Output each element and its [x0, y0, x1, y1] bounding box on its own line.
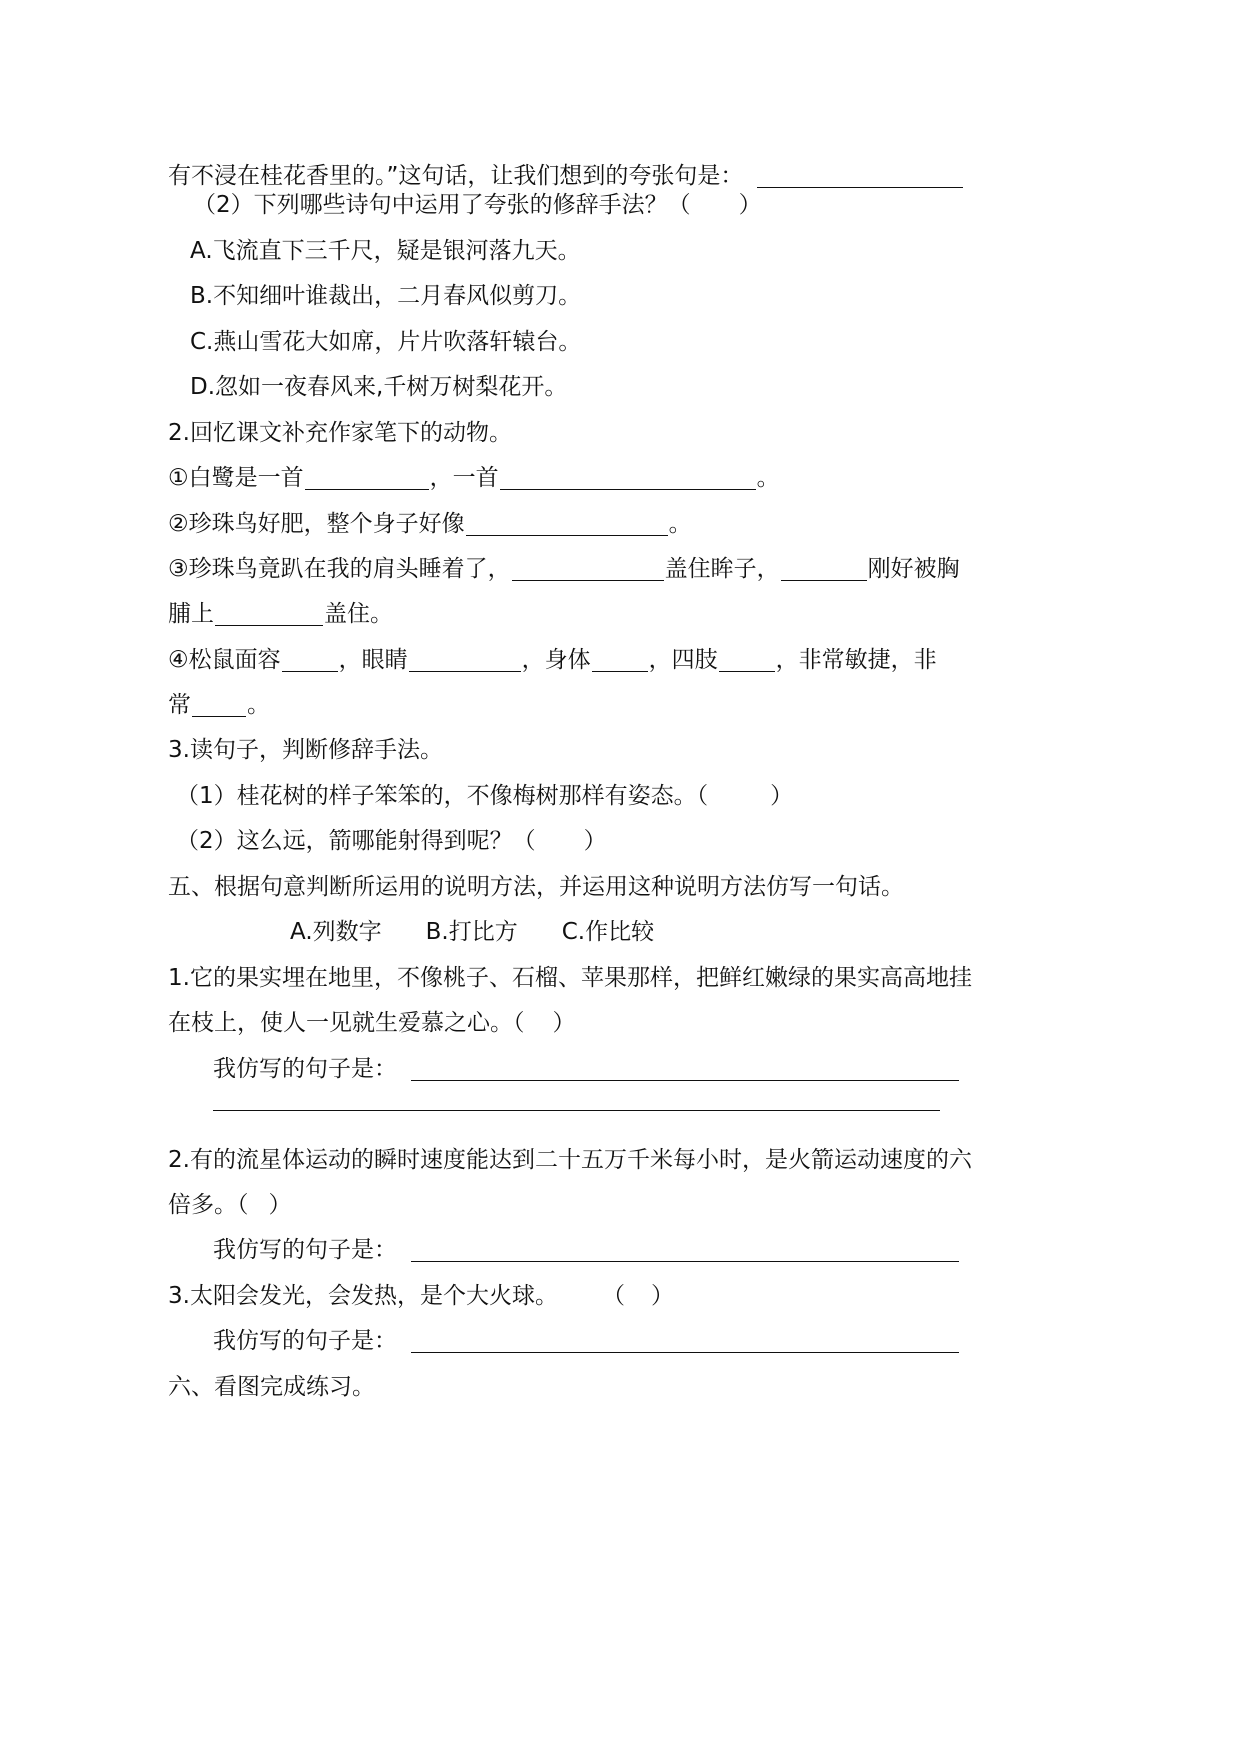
choice-b: B.打比方 [425, 919, 518, 945]
question-3-1: （1）桂花树的样子笨笨的，不像梅树那样有姿态。（ ） [176, 783, 794, 809]
sub-question-2: （2）下列哪些诗句中运用了夸张的修辞手法？（ ） [193, 192, 762, 218]
answer-blank[interactable] [592, 649, 648, 672]
choice-a: A.列数字 [290, 919, 382, 945]
option-d: D.忽如一夜春风来,千树万树梨花开。 [190, 374, 568, 400]
answer-blank[interactable] [192, 694, 246, 717]
answer-blank[interactable] [305, 467, 429, 490]
answer-blank[interactable] [512, 558, 664, 581]
s5-item-1-cont: 在枝上，使人一见就生爱慕之心。（ ） [168, 1010, 576, 1036]
answer-blank[interactable] [409, 649, 521, 672]
item-egret: ①白鹭是一首 ，一首 。 [168, 465, 780, 491]
answer-blank[interactable] [781, 558, 867, 581]
section-6-title: 六、看图完成练习。 [168, 1374, 375, 1400]
answer-line[interactable] [411, 1239, 959, 1262]
answer-blank[interactable] [757, 165, 963, 188]
answer-line[interactable] [213, 1110, 940, 1111]
s5-write-2: 我仿写的句子是： [213, 1233, 960, 1267]
s5-item-3: 3.太阳会发光，会发热，是个大火球。 （ ） [168, 1283, 674, 1309]
method-choices [290, 915, 654, 949]
answer-line[interactable] [411, 1330, 959, 1353]
s5-item-2: 2.有的流星体运动的瞬时速度能达到二十五万千米每小时，是火箭运动速度的六 [168, 1147, 972, 1173]
option-b: B.不知细叶谁裁出，二月春风似剪刀。 [190, 283, 582, 309]
item-pearl-bird-2-cont: 脯上 盖住。 [168, 601, 393, 627]
item-pearl-bird-1: ②珍珠鸟好肥，整个身子好像 。 [168, 511, 692, 537]
s5-item-1: 1.它的果实埋在地里，不像桃子、石榴、苹果那样，把鲜红嫩绿的果实高高地挂 [168, 965, 972, 991]
choice-c: C.作比较 [561, 919, 655, 945]
option-c: C.燕山雪花大如席，片片吹落轩辕台。 [190, 329, 582, 355]
question-3-title: 3.读句子，判断修辞手法。 [168, 737, 443, 763]
item-squirrel: ④松鼠面容 ，眼睛 ，身体 ，四肢 ，非常敏捷，非 [168, 647, 937, 673]
answer-blank[interactable] [282, 649, 338, 672]
s5-item-2-cont: 倍多。（ ） [168, 1192, 292, 1218]
answer-blank[interactable] [215, 603, 323, 626]
section-5-title: 五、根据句意判断所运用的说明方法，并运用这种说明方法仿写一句话。 [168, 874, 904, 900]
question-3-2: （2）这么远，箭哪能射得到呢？（ ） [176, 828, 607, 854]
s5-write-3: 我仿写的句子是： [213, 1324, 960, 1358]
answer-blank[interactable] [466, 513, 668, 536]
item-pearl-bird-2: ③珍珠鸟竟趴在我的肩头睡着了， 盖住眸子， 刚好被胸 [168, 556, 960, 582]
exaggeration-question-continuation: 有不浸在桂花香里的。”这句话，让我们想到的夸张句是： [168, 159, 964, 193]
item-squirrel-cont: 常 。 [168, 692, 270, 718]
answer-line[interactable] [411, 1058, 959, 1081]
s5-write-1: 我仿写的句子是： [213, 1052, 960, 1086]
option-a: A.飞流直下三千尺，疑是银河落九天。 [190, 238, 581, 264]
question-2-title: 2.回忆课文补充作家笔下的动物。 [168, 420, 512, 446]
answer-blank[interactable] [500, 467, 756, 490]
answer-blank[interactable] [719, 649, 775, 672]
